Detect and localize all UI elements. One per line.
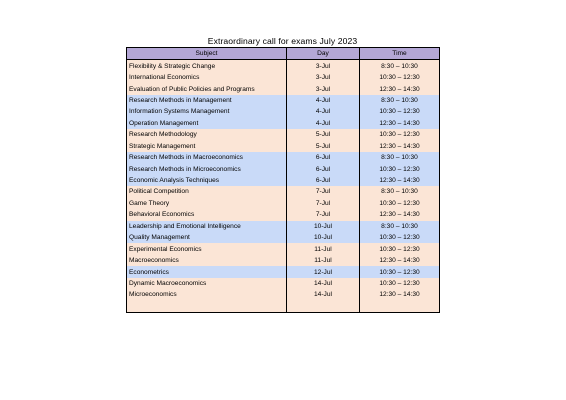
subject-cell: Political Competition (127, 186, 287, 197)
subject-cell: Research Methods in Management (127, 95, 287, 106)
table-row (127, 175, 440, 186)
day-cell: 4-Jul (287, 95, 360, 106)
table-row (127, 186, 440, 197)
day-cell: 10-Jul (287, 232, 360, 243)
time-cell (360, 301, 440, 313)
exam-schedule-table (126, 47, 440, 313)
page-title: Extraordinary call for exams July 2023 (207, 36, 358, 46)
subject-cell: Evaluation of Public Policies and Programs (127, 83, 287, 94)
time-cell: 12:30 – 14:30 (360, 289, 440, 300)
time-cell: 10:30 – 12:30 (360, 106, 440, 117)
day-cell: 14-Jul (287, 278, 360, 289)
time-cell: 8:30 – 10:30 (360, 95, 440, 106)
table-row (127, 289, 440, 300)
time-cell: 8:30 – 10:30 (360, 186, 440, 197)
table-body (127, 60, 440, 313)
time-cell: 10:30 – 12:30 (360, 278, 440, 289)
day-cell: 11-Jul (287, 255, 360, 266)
table-row (127, 141, 440, 152)
subject-cell: Game Theory (127, 198, 287, 209)
table-row (127, 232, 440, 243)
day-cell: 6-Jul (287, 163, 360, 174)
table-row (127, 301, 440, 313)
table-row (127, 255, 440, 266)
time-cell: 10:30 – 12:30 (360, 163, 440, 174)
subject-cell: Research Methods in Macroeconomics (127, 152, 287, 163)
subject-cell: Experimental Economics (127, 243, 287, 254)
subject-cell: Research Methodology (127, 129, 287, 140)
subject-cell: Quality Management (127, 232, 287, 243)
time-cell: 8:30 – 10:30 (360, 221, 440, 232)
day-cell: 3-Jul (287, 72, 360, 83)
time-cell: 10:30 – 12:30 (360, 232, 440, 243)
subject-cell: International Economics (127, 72, 287, 83)
subject-cell: Operation Management (127, 118, 287, 129)
table-row (127, 266, 440, 277)
time-cell: 10:30 – 12:30 (360, 243, 440, 254)
time-cell: 12:30 – 14:30 (360, 141, 440, 152)
table-header (127, 48, 440, 60)
day-cell: 12-Jul (287, 266, 360, 277)
subject-cell: Microeconomics (127, 289, 287, 300)
subject-cell: Leadership and Emotional Intelligence (127, 221, 287, 232)
subject-cell: Econometrics (127, 266, 287, 277)
header-day: Day (287, 48, 360, 60)
day-cell: 6-Jul (287, 152, 360, 163)
subject-cell (127, 301, 287, 313)
table-row (127, 95, 440, 106)
subject-cell: Dynamic Macroeconomics (127, 278, 287, 289)
day-cell: 6-Jul (287, 175, 360, 186)
day-cell: 7-Jul (287, 209, 360, 220)
subject-cell: Economic Analysis Techniques (127, 175, 287, 186)
time-cell: 8:30 – 10:30 (360, 60, 440, 72)
day-cell: 10-Jul (287, 221, 360, 232)
day-cell: 3-Jul (287, 83, 360, 94)
day-cell: 11-Jul (287, 243, 360, 254)
table-row (127, 152, 440, 163)
time-cell: 10:30 – 12:30 (360, 198, 440, 209)
subject-cell: Research Methods in Microeconomics (127, 163, 287, 174)
table-row (127, 243, 440, 254)
time-cell: 12:30 – 14:30 (360, 118, 440, 129)
subject-cell: Flexibility & Strategic Change (127, 60, 287, 72)
day-cell: 5-Jul (287, 129, 360, 140)
table-row (127, 129, 440, 140)
time-cell: 12:30 – 14:30 (360, 83, 440, 94)
subject-cell: Macroeconomics (127, 255, 287, 266)
day-cell: 14-Jul (287, 289, 360, 300)
time-cell: 12:30 – 14:30 (360, 255, 440, 266)
time-cell: 8:30 – 10:30 (360, 152, 440, 163)
time-cell: 10:30 – 12:30 (360, 266, 440, 277)
header-row (127, 48, 440, 60)
table-row (127, 278, 440, 289)
subject-cell: Behavioral Economics (127, 209, 287, 220)
table-row (127, 83, 440, 94)
day-cell (287, 301, 360, 313)
subject-cell: Information Systems Management (127, 106, 287, 117)
table-row (127, 163, 440, 174)
table-row (127, 60, 440, 72)
time-cell: 12:30 – 14:30 (360, 175, 440, 186)
day-cell: 7-Jul (287, 186, 360, 197)
subject-cell: Strategic Management (127, 141, 287, 152)
day-cell: 3-Jul (287, 60, 360, 72)
day-cell: 4-Jul (287, 118, 360, 129)
table-row (127, 72, 440, 83)
day-cell: 5-Jul (287, 141, 360, 152)
table-row (127, 221, 440, 232)
time-cell: 10:30 – 12:30 (360, 129, 440, 140)
table-row (127, 209, 440, 220)
header-subject: Subject (127, 48, 287, 60)
day-cell: 7-Jul (287, 198, 360, 209)
table-row (127, 198, 440, 209)
day-cell: 4-Jul (287, 106, 360, 117)
time-cell: 10:30 – 12:30 (360, 72, 440, 83)
table-row (127, 106, 440, 117)
time-cell: 12:30 – 14:30 (360, 209, 440, 220)
table-row (127, 118, 440, 129)
header-time: Time (360, 48, 440, 60)
